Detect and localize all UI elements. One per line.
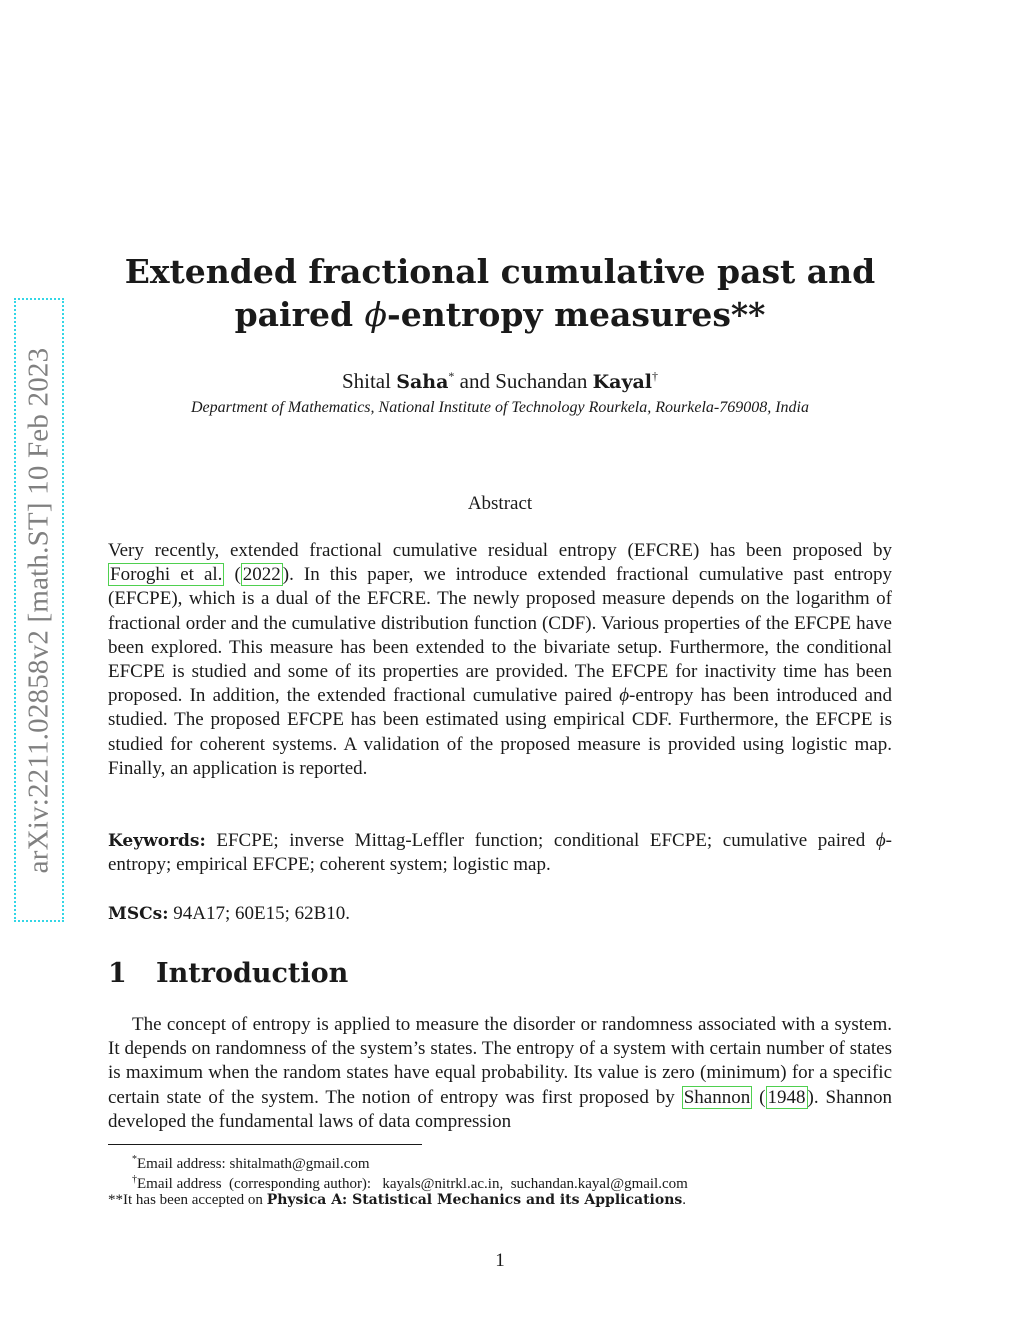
- footnote-rule: [108, 1144, 422, 1145]
- footnote-3: [108, 1190, 892, 1210]
- footnote-1-mark: *: [132, 1154, 137, 1165]
- author-1-first: Shital: [341, 369, 391, 393]
- intro-paragraph: [108, 1013, 892, 1134]
- authors-and: and: [459, 369, 490, 393]
- footnote-1-text: Email address: shitalmath@gmail.com: [137, 1156, 370, 1172]
- abstract-body: [108, 539, 892, 781]
- footnote-2-text: Email address (corresponding author): kayals@nitrkl.ac.in, suchandan.kayal@gmail.com: [137, 1176, 688, 1192]
- author-2-last: Kayal: [592, 371, 653, 393]
- footnote-3-mark: **: [108, 1192, 123, 1208]
- author-2-first: Suchandan: [495, 369, 588, 393]
- section-heading: [108, 958, 348, 989]
- paper-title: [110, 250, 890, 336]
- mscs: [108, 902, 892, 926]
- citation-paren-2: (: [752, 1086, 766, 1108]
- title-line-2: [110, 293, 890, 336]
- title-phi: ϕ: [364, 295, 388, 334]
- abstract-text-2: ). In this paper, we introduce extended fractional cumulative past entropy (EFCPE), which is a dual of the EFCRE. The newly proposed measure depends on the logarithm of fractional order and the cumulative distribution function (CDF). Various properties of the EFCPE have been explored. This measure has been extended to the bivariate setup. Furthermore, the conditional EFCPE is studied and some of its properties are provided. The EFCPE for inactivity time has been proposed. In addition, the extended fractional cumulative paired: [108, 564, 893, 707]
- abstract-phi: ϕ: [619, 685, 630, 707]
- abstract-text-1: Very recently, extended fractional cumulative residual entropy (EFCRE) has been proposed by: [108, 540, 892, 561]
- mscs-text: 94A17; 60E15; 62B10.: [168, 903, 351, 924]
- keywords: [108, 829, 892, 877]
- intro-text-2: ). Shannon developed the fundamental laws of data compression: [108, 1086, 893, 1132]
- keywords-label: Keywords:: [108, 831, 206, 851]
- title-line-2-post: -entropy measures**: [387, 295, 766, 334]
- arxiv-stamp[interactable]: [14, 298, 64, 922]
- page-number: 1: [495, 1250, 505, 1271]
- section-title: Introduction: [156, 958, 349, 989]
- footnote-2-mark: †: [132, 1174, 137, 1185]
- abstract-text-3: -entropy has been introduced and studied. The proposed EFCPE has been estimated using empirical CDF. Furthermore, the EFCPE is studied for coherent systems. A validation of the proposed measure is provided using logistic map. Finally, an application is reported.: [108, 685, 893, 779]
- author-2-mark: †: [652, 369, 659, 383]
- section-number: 1: [108, 958, 127, 989]
- citation-foroghi-year[interactable]: 2022: [242, 564, 281, 586]
- arxiv-stamp-text: arXiv:2211.02858v2 [math.ST] 10 Feb 2023: [22, 347, 55, 873]
- authors: [110, 362, 890, 396]
- citation-shannon[interactable]: Shannon: [683, 1086, 751, 1108]
- keywords-text-1: EFCPE; inverse Mittag-Leffler function; conditional EFCPE; cumulative paired: [205, 830, 876, 851]
- keywords-text-2: -entropy; empirical EFCPE; coherent system; logistic map.: [108, 830, 892, 876]
- footnote-3-end: .: [682, 1192, 687, 1208]
- footnote-3-journal: Physica A: Statistical Mechanics and its Applications: [266, 1192, 683, 1208]
- title-line-2-pre: paired: [234, 295, 365, 334]
- title-line-1: Extended fractional cumulative past and: [124, 252, 876, 291]
- citation-shannon-year[interactable]: 1948: [767, 1086, 806, 1108]
- affiliation: Department of Mathematics, National Institute of Technology Rourkela, Rourkela-769008, India: [191, 399, 809, 416]
- citation-paren: (: [224, 564, 241, 586]
- intro-text-1: The concept of entropy is applied to measure the disorder or randomness associated with a system. It depends on randomness of the system’s states. The entropy of a system with certain number of states is maximum when the random states have equal probability. Its value is zero (minimum) for a specific certain state of the system. The notion of entropy was first proposed by: [108, 1014, 892, 1108]
- footnote-3-text: It has been accepted on: [123, 1192, 267, 1208]
- citation-foroghi[interactable]: Foroghi et al.: [110, 564, 223, 586]
- abstract-heading: Abstract: [467, 493, 533, 514]
- mscs-label: MSCs:: [108, 904, 169, 924]
- author-1-mark: *: [448, 369, 455, 383]
- keywords-phi: ϕ: [875, 830, 886, 851]
- author-1-last: Saha: [396, 371, 449, 393]
